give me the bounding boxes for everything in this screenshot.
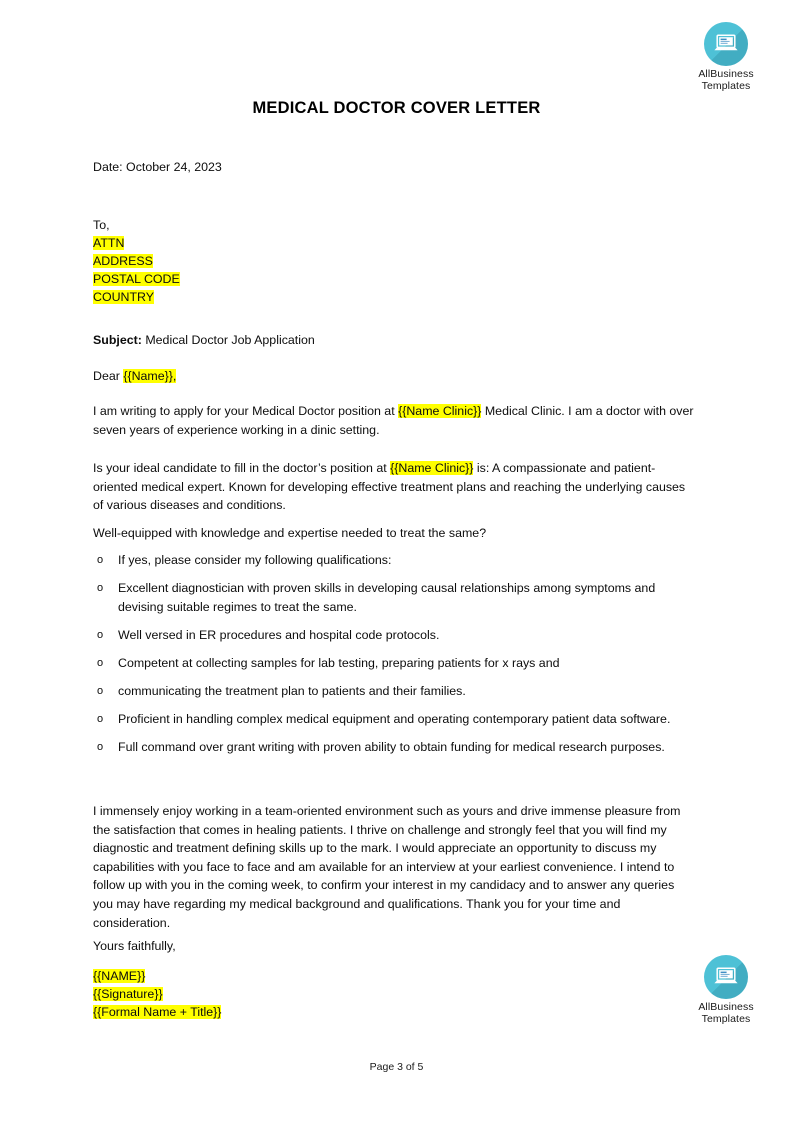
list-item: o Excellent diagnostician with proven skills in developing causal relationships among symptoms and devising suitable regimes to treat the same. bbox=[93, 579, 697, 616]
paragraph-1-before: I am writing to apply for your Medical Doctor position at bbox=[93, 404, 399, 418]
laptop-glyph bbox=[713, 967, 739, 987]
qualifications-list bbox=[93, 551, 697, 757]
recipient-country bbox=[93, 288, 697, 306]
recipient-block bbox=[93, 216, 697, 306]
recipient-attn bbox=[93, 234, 697, 252]
paragraph-2-after: is: A compassionate and patient-oriented medical expert. Known for developing effective treatment plans and reaching the underlying causes of various diseases and conditions. bbox=[93, 461, 686, 513]
paragraph-3: Well-equipped with knowledge and expertise needed to treat the same? bbox=[93, 526, 487, 540]
list-item: o Competent at collecting samples for lab testing, preparing patients for x rays and bbox=[93, 654, 697, 673]
subject-value: Medical Doctor Job Application bbox=[145, 333, 315, 347]
signature-image bbox=[93, 985, 697, 1003]
signature-title-highlight: {{Formal Name + Title}} bbox=[93, 1005, 222, 1019]
signature-image-highlight: {{Signature}} bbox=[93, 987, 163, 1001]
laptop-icon bbox=[704, 22, 748, 66]
brand-logo-caption bbox=[678, 69, 774, 92]
paragraph-1-after: Medical Clinic. I am a doctor with over seven years of experience working in a dinic setting. bbox=[93, 404, 694, 437]
paragraph-2-placeholder: {{Name Clinic}} bbox=[390, 461, 474, 475]
paragraph-1-placeholder: {{Name Clinic}} bbox=[398, 404, 482, 418]
list-item: o If yes, please consider my following qualifications: bbox=[93, 551, 697, 570]
salutation-prefix: Dear bbox=[93, 369, 124, 383]
recipient-attn-highlight: ATTN bbox=[93, 236, 125, 250]
subject-line bbox=[93, 331, 697, 350]
recipient-address bbox=[93, 252, 697, 270]
paragraph-2 bbox=[93, 459, 697, 515]
brand-name-line1: AllBusiness bbox=[698, 1001, 754, 1013]
brand-name-line1: AllBusiness bbox=[698, 68, 754, 80]
brand-name-line2: Templates bbox=[701, 1012, 751, 1025]
brand-name-line2: Templates bbox=[701, 79, 751, 92]
signature-block bbox=[93, 967, 697, 1021]
paragraph-2-before: Is your ideal candidate to fill in the doctor’s position at bbox=[93, 461, 391, 475]
brand-logo-bottom bbox=[678, 955, 774, 1025]
qualifications-section bbox=[93, 551, 697, 766]
paragraph-1 bbox=[93, 402, 697, 439]
signature-name-highlight: {{NAME}} bbox=[93, 969, 146, 983]
to-label: To, bbox=[93, 218, 110, 232]
paragraph-4: I immensely enjoy working in a team-oriented environment such as yours and drive immense pleasure from the satisfaction that comes in healing patients. I thrive on challenge and strongly feel that you will find my diagnostic and treatment defining skills up to the mark. I would appreciate an opportunity to discuss my capabilities with you face to face and am available for an interview at your earliest convenience. I intend to follow up with you in the coming week, to confirm your interest in my candidacy and to answer any queries you may have regarding my medical background and qualifications. Thank you for your time and consideration. bbox=[93, 804, 681, 930]
salutation-line bbox=[93, 367, 697, 386]
date-line: Date: October 24, 2023 bbox=[93, 160, 222, 174]
list-item: o Well versed in ER procedures and hospital code protocols. bbox=[93, 626, 697, 645]
salutation-placeholder: {{Name}}, bbox=[123, 369, 177, 383]
laptop-glyph bbox=[713, 34, 739, 54]
recipient-country-highlight: COUNTRY bbox=[93, 290, 155, 304]
laptop-icon bbox=[704, 955, 748, 999]
page-title: MEDICAL DOCTOR COVER LETTER bbox=[252, 99, 541, 117]
sign-off: Yours faithfully, bbox=[93, 939, 176, 953]
list-item: o Proficient in handling complex medical equipment and operating contemporary patient data software. bbox=[93, 710, 697, 729]
brand-logo-caption bbox=[678, 1002, 774, 1025]
list-item: o Full command over grant writing with proven ability to obtain funding for medical research purposes. bbox=[93, 738, 697, 757]
recipient-address-highlight: ADDRESS bbox=[93, 254, 153, 268]
recipient-postal-highlight: POSTAL CODE bbox=[93, 272, 180, 286]
subject-label: Subject: bbox=[93, 333, 142, 347]
signature-name bbox=[93, 967, 697, 985]
signature-formal-title bbox=[93, 1003, 697, 1021]
brand-logo-top bbox=[678, 22, 774, 92]
recipient-postal-code bbox=[93, 270, 697, 288]
page-footer: Page 3 of 5 bbox=[369, 1061, 424, 1073]
list-item: o communicating the treatment plan to patients and their families. bbox=[93, 682, 697, 701]
